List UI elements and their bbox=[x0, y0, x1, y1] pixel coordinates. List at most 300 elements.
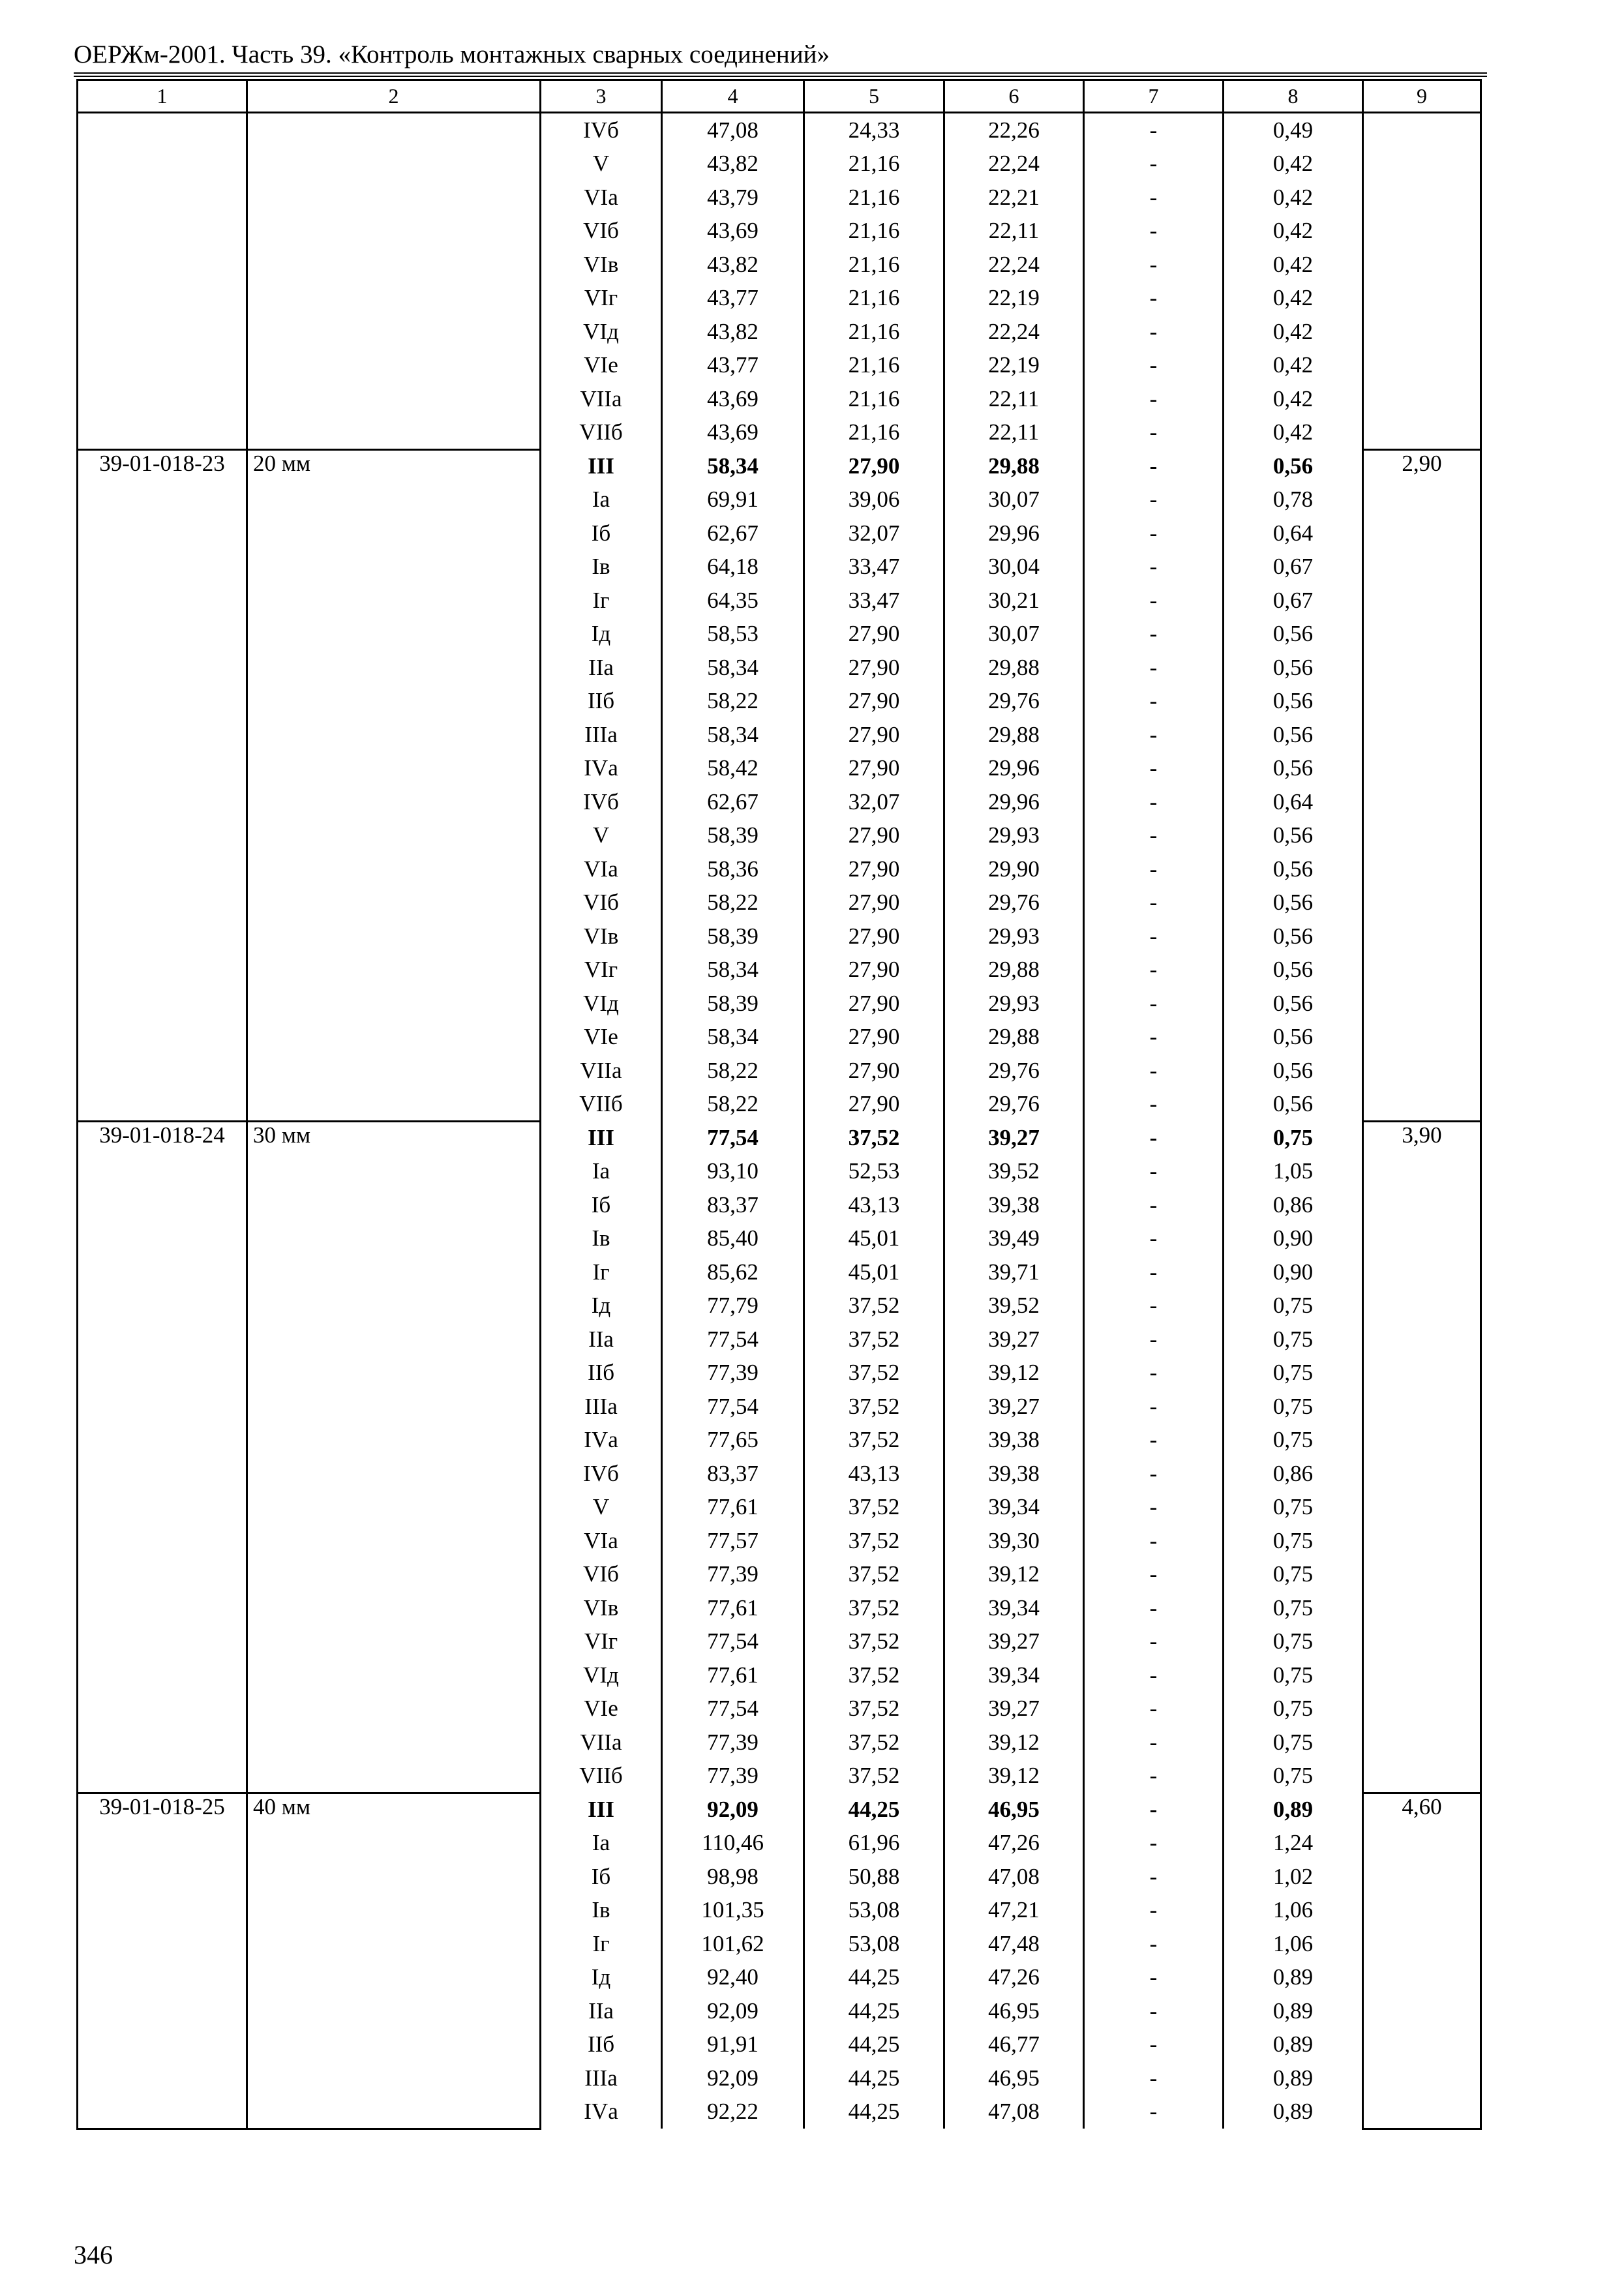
rate-name-cell: 30 мм bbox=[247, 1121, 541, 1793]
value-cell: 0,56 bbox=[1224, 651, 1363, 685]
value-cell: 39,49 bbox=[944, 1222, 1084, 1256]
value-cell: 77,54 bbox=[662, 1692, 804, 1726]
value-cell: 77,39 bbox=[662, 1558, 804, 1592]
rate-name-cell: 20 мм bbox=[247, 449, 541, 1121]
column-number: 4 bbox=[662, 80, 804, 113]
value-cell: - bbox=[1084, 449, 1224, 483]
value-cell: 37,52 bbox=[804, 1558, 944, 1592]
value-cell: 39,30 bbox=[944, 1524, 1084, 1558]
value-cell: - bbox=[1084, 483, 1224, 517]
category-cell: VIв bbox=[541, 920, 662, 953]
category-cell: IVб bbox=[541, 785, 662, 819]
value-cell: 62,67 bbox=[662, 785, 804, 819]
value-cell: 27,90 bbox=[804, 1054, 944, 1088]
value-cell: 0,56 bbox=[1224, 718, 1363, 752]
category-cell: VIв bbox=[541, 248, 662, 282]
category-cell: VIб bbox=[541, 886, 662, 920]
value-cell: 58,34 bbox=[662, 953, 804, 987]
header-rule-top bbox=[74, 72, 1487, 74]
category-cell: IIа bbox=[541, 651, 662, 685]
value-cell: 21,16 bbox=[804, 147, 944, 181]
value-cell: 22,11 bbox=[944, 416, 1084, 450]
value-cell: 46,95 bbox=[944, 1994, 1084, 2028]
value-cell: 21,16 bbox=[804, 248, 944, 282]
value-cell: 58,34 bbox=[662, 718, 804, 752]
category-cell: IIа bbox=[541, 1994, 662, 2028]
value-cell: - bbox=[1084, 1860, 1224, 1894]
value-cell: 58,22 bbox=[662, 685, 804, 719]
value-cell: - bbox=[1084, 1021, 1224, 1055]
value-cell: 22,24 bbox=[944, 147, 1084, 181]
category-cell: Iг bbox=[541, 584, 662, 618]
value-cell: 39,52 bbox=[944, 1155, 1084, 1189]
value-cell: 0,89 bbox=[1224, 2061, 1363, 2095]
value-cell: 21,16 bbox=[804, 416, 944, 450]
value-cell: 43,13 bbox=[804, 1188, 944, 1222]
value-cell: 39,12 bbox=[944, 1759, 1084, 1793]
value-cell: 30,07 bbox=[944, 618, 1084, 651]
value-cell: 77,39 bbox=[662, 1759, 804, 1793]
value-cell: 58,36 bbox=[662, 852, 804, 886]
table-row bbox=[78, 113, 1481, 147]
value-cell: 61,96 bbox=[804, 1827, 944, 1861]
value-cell: 39,27 bbox=[944, 1625, 1084, 1659]
category-cell: VIIа bbox=[541, 382, 662, 416]
value-cell: 44,25 bbox=[804, 2061, 944, 2095]
category-cell: VIб bbox=[541, 215, 662, 248]
value-cell: 58,34 bbox=[662, 449, 804, 483]
value-cell: 39,12 bbox=[944, 1356, 1084, 1390]
value-cell: 27,90 bbox=[804, 718, 944, 752]
category-cell: Iд bbox=[541, 1289, 662, 1323]
value-cell: 37,52 bbox=[804, 1759, 944, 1793]
category-cell: III bbox=[541, 449, 662, 483]
value-cell: 52,53 bbox=[804, 1155, 944, 1189]
value-cell: - bbox=[1084, 785, 1224, 819]
value-cell: 29,76 bbox=[944, 1088, 1084, 1122]
value-cell: 0,75 bbox=[1224, 1591, 1363, 1625]
category-cell: VIе bbox=[541, 1021, 662, 1055]
price-table bbox=[76, 79, 1482, 2130]
table-row bbox=[78, 1121, 1481, 1155]
value-cell: 37,52 bbox=[804, 1524, 944, 1558]
value-cell: - bbox=[1084, 987, 1224, 1021]
value-cell: 21,16 bbox=[804, 215, 944, 248]
value-cell: - bbox=[1084, 1491, 1224, 1525]
category-cell: VIIб bbox=[541, 416, 662, 450]
value-cell: 22,19 bbox=[944, 282, 1084, 316]
value-cell: 77,39 bbox=[662, 1356, 804, 1390]
value-cell: - bbox=[1084, 1289, 1224, 1323]
value-cell: - bbox=[1084, 550, 1224, 584]
category-cell: III bbox=[541, 1121, 662, 1155]
value-cell: 39,27 bbox=[944, 1390, 1084, 1424]
material-cost-cell bbox=[1363, 113, 1481, 450]
value-cell: 37,52 bbox=[804, 1491, 944, 1525]
value-cell: 0,75 bbox=[1224, 1726, 1363, 1759]
value-cell: - bbox=[1084, 1894, 1224, 1928]
value-cell: - bbox=[1084, 1524, 1224, 1558]
value-cell: - bbox=[1084, 1927, 1224, 1961]
value-cell: - bbox=[1084, 1793, 1224, 1827]
value-cell: 27,90 bbox=[804, 1021, 944, 1055]
value-cell: 39,27 bbox=[944, 1323, 1084, 1356]
value-cell: 0,75 bbox=[1224, 1323, 1363, 1356]
value-cell: 29,93 bbox=[944, 819, 1084, 853]
value-cell: - bbox=[1084, 2061, 1224, 2095]
value-cell: 0,67 bbox=[1224, 550, 1363, 584]
category-cell: VIа bbox=[541, 1524, 662, 1558]
category-cell: V bbox=[541, 1491, 662, 1525]
value-cell: 77,61 bbox=[662, 1658, 804, 1692]
value-cell: 27,90 bbox=[804, 752, 944, 786]
value-cell: 32,07 bbox=[804, 785, 944, 819]
value-cell: 21,16 bbox=[804, 181, 944, 215]
category-cell: Iв bbox=[541, 1222, 662, 1256]
value-cell: 44,25 bbox=[804, 2095, 944, 2129]
value-cell: 50,88 bbox=[804, 1860, 944, 1894]
column-number: 6 bbox=[944, 80, 1084, 113]
value-cell: 27,90 bbox=[804, 886, 944, 920]
value-cell: 0,75 bbox=[1224, 1625, 1363, 1659]
value-cell: 0,89 bbox=[1224, 1793, 1363, 1827]
value-cell: 77,54 bbox=[662, 1121, 804, 1155]
category-cell: Iв bbox=[541, 550, 662, 584]
value-cell: 58,34 bbox=[662, 651, 804, 685]
category-cell: IVа bbox=[541, 2095, 662, 2129]
value-cell: 46,95 bbox=[944, 1793, 1084, 1827]
value-cell: - bbox=[1084, 1726, 1224, 1759]
rate-code-cell: 39-01-018-25 bbox=[78, 1793, 247, 2129]
value-cell: - bbox=[1084, 953, 1224, 987]
value-cell: - bbox=[1084, 2028, 1224, 2062]
value-cell: 0,75 bbox=[1224, 1121, 1363, 1155]
column-number: 2 bbox=[247, 80, 541, 113]
value-cell: 45,01 bbox=[804, 1222, 944, 1256]
value-cell: 0,56 bbox=[1224, 819, 1363, 853]
value-cell: - bbox=[1084, 1961, 1224, 1995]
value-cell: 77,54 bbox=[662, 1390, 804, 1424]
value-cell: - bbox=[1084, 1759, 1224, 1793]
category-cell: VIIа bbox=[541, 1054, 662, 1088]
value-cell: 33,47 bbox=[804, 584, 944, 618]
value-cell: 39,06 bbox=[804, 483, 944, 517]
category-cell: VIд bbox=[541, 987, 662, 1021]
value-cell: - bbox=[1084, 1625, 1224, 1659]
value-cell: 37,52 bbox=[804, 1356, 944, 1390]
value-cell: - bbox=[1084, 1255, 1224, 1289]
category-cell: VIе bbox=[541, 349, 662, 383]
value-cell: 77,54 bbox=[662, 1323, 804, 1356]
value-cell: 1,06 bbox=[1224, 1894, 1363, 1928]
value-cell: 27,90 bbox=[804, 852, 944, 886]
value-cell: - bbox=[1084, 147, 1224, 181]
value-cell: - bbox=[1084, 1591, 1224, 1625]
value-cell: - bbox=[1084, 349, 1224, 383]
value-cell: 69,91 bbox=[662, 483, 804, 517]
value-cell: 39,52 bbox=[944, 1289, 1084, 1323]
value-cell: - bbox=[1084, 920, 1224, 953]
value-cell: - bbox=[1084, 1827, 1224, 1861]
value-cell: 47,08 bbox=[944, 1860, 1084, 1894]
value-cell: 43,69 bbox=[662, 382, 804, 416]
column-number: 9 bbox=[1363, 80, 1481, 113]
value-cell: 21,16 bbox=[804, 315, 944, 349]
value-cell: 37,52 bbox=[804, 1390, 944, 1424]
value-cell: 0,42 bbox=[1224, 147, 1363, 181]
value-cell: 92,09 bbox=[662, 1994, 804, 2028]
value-cell: 37,52 bbox=[804, 1591, 944, 1625]
material-cost-cell: 3,90 bbox=[1363, 1121, 1481, 1793]
value-cell: 29,88 bbox=[944, 651, 1084, 685]
value-cell: 30,04 bbox=[944, 550, 1084, 584]
value-cell: 85,62 bbox=[662, 1255, 804, 1289]
value-cell: - bbox=[1084, 1155, 1224, 1189]
value-cell: 47,48 bbox=[944, 1927, 1084, 1961]
value-cell: 0,56 bbox=[1224, 618, 1363, 651]
value-cell: 29,88 bbox=[944, 953, 1084, 987]
value-cell: 22,11 bbox=[944, 215, 1084, 248]
value-cell: - bbox=[1084, 1323, 1224, 1356]
value-cell: 0,75 bbox=[1224, 1356, 1363, 1390]
value-cell: 37,52 bbox=[804, 1726, 944, 1759]
value-cell: 0,49 bbox=[1224, 113, 1363, 147]
category-cell: IIIа bbox=[541, 2061, 662, 2095]
category-cell: IIб bbox=[541, 685, 662, 719]
material-cost-cell: 2,90 bbox=[1363, 449, 1481, 1121]
value-cell: 43,69 bbox=[662, 215, 804, 248]
value-cell: 58,42 bbox=[662, 752, 804, 786]
value-cell: 0,75 bbox=[1224, 1491, 1363, 1525]
value-cell: 43,77 bbox=[662, 349, 804, 383]
value-cell: 39,38 bbox=[944, 1424, 1084, 1458]
value-cell: 30,07 bbox=[944, 483, 1084, 517]
value-cell: 39,27 bbox=[944, 1121, 1084, 1155]
value-cell: 0,56 bbox=[1224, 1054, 1363, 1088]
value-cell: 27,90 bbox=[804, 953, 944, 987]
value-cell: 37,52 bbox=[804, 1289, 944, 1323]
value-cell: 0,75 bbox=[1224, 1424, 1363, 1458]
value-cell: 101,35 bbox=[662, 1894, 804, 1928]
value-cell: 22,21 bbox=[944, 181, 1084, 215]
value-cell: - bbox=[1084, 819, 1224, 853]
category-cell: VIIб bbox=[541, 1088, 662, 1122]
value-cell: - bbox=[1084, 1558, 1224, 1592]
category-cell: Iа bbox=[541, 483, 662, 517]
category-cell: Iа bbox=[541, 1827, 662, 1861]
page-number: 346 bbox=[74, 2240, 113, 2269]
category-cell: VIг bbox=[541, 953, 662, 987]
value-cell: 92,22 bbox=[662, 2095, 804, 2129]
value-cell: - bbox=[1084, 1457, 1224, 1491]
category-cell: IVа bbox=[541, 1424, 662, 1458]
value-cell: 46,77 bbox=[944, 2028, 1084, 2062]
table-row bbox=[78, 1793, 1481, 1827]
value-cell: - bbox=[1084, 1222, 1224, 1256]
value-cell: 22,24 bbox=[944, 248, 1084, 282]
value-cell: 22,19 bbox=[944, 349, 1084, 383]
value-cell: 58,22 bbox=[662, 1054, 804, 1088]
value-cell: 44,25 bbox=[804, 1961, 944, 1995]
value-cell: 77,54 bbox=[662, 1625, 804, 1659]
value-cell: 44,25 bbox=[804, 1793, 944, 1827]
value-cell: 0,86 bbox=[1224, 1457, 1363, 1491]
value-cell: - bbox=[1084, 852, 1224, 886]
category-cell: IIб bbox=[541, 1356, 662, 1390]
value-cell: 77,57 bbox=[662, 1524, 804, 1558]
rate-name-cell bbox=[247, 113, 541, 450]
value-cell: 43,69 bbox=[662, 416, 804, 450]
document-header: ОЕРЖм-2001. Часть 39. «Контроль монтажных сварных соединений» bbox=[74, 40, 830, 68]
value-cell: 77,61 bbox=[662, 1491, 804, 1525]
category-cell: Iг bbox=[541, 1255, 662, 1289]
category-cell: Iб bbox=[541, 1188, 662, 1222]
value-cell: 0,42 bbox=[1224, 215, 1363, 248]
value-cell: 0,64 bbox=[1224, 785, 1363, 819]
column-number: 7 bbox=[1084, 80, 1224, 113]
value-cell: - bbox=[1084, 1356, 1224, 1390]
value-cell: 0,64 bbox=[1224, 516, 1363, 550]
value-cell: 21,16 bbox=[804, 382, 944, 416]
value-cell: 47,26 bbox=[944, 1961, 1084, 1995]
value-cell: 53,08 bbox=[804, 1927, 944, 1961]
value-cell: - bbox=[1084, 1054, 1224, 1088]
value-cell: 29,93 bbox=[944, 987, 1084, 1021]
value-cell: 64,18 bbox=[662, 550, 804, 584]
rate-code-cell bbox=[78, 113, 247, 450]
value-cell: 21,16 bbox=[804, 349, 944, 383]
value-cell: 92,09 bbox=[662, 2061, 804, 2095]
value-cell: 43,13 bbox=[804, 1457, 944, 1491]
value-cell: 29,90 bbox=[944, 852, 1084, 886]
category-cell: VIд bbox=[541, 315, 662, 349]
column-number-row bbox=[78, 80, 1481, 113]
value-cell: 39,12 bbox=[944, 1726, 1084, 1759]
rate-code-cell: 39-01-018-24 bbox=[78, 1121, 247, 1793]
value-cell: 43,82 bbox=[662, 315, 804, 349]
value-cell: 22,24 bbox=[944, 315, 1084, 349]
category-cell: IIIа bbox=[541, 718, 662, 752]
value-cell: - bbox=[1084, 584, 1224, 618]
value-cell: 0,78 bbox=[1224, 483, 1363, 517]
value-cell: 0,75 bbox=[1224, 1692, 1363, 1726]
value-cell: - bbox=[1084, 382, 1224, 416]
category-cell: VIIб bbox=[541, 1759, 662, 1793]
value-cell: 27,90 bbox=[804, 987, 944, 1021]
value-cell: 39,34 bbox=[944, 1591, 1084, 1625]
value-cell: 27,90 bbox=[804, 618, 944, 651]
value-cell: 1,24 bbox=[1224, 1827, 1363, 1861]
value-cell: - bbox=[1084, 1692, 1224, 1726]
value-cell: 0,42 bbox=[1224, 248, 1363, 282]
price-table-body bbox=[78, 80, 1481, 2129]
value-cell: - bbox=[1084, 886, 1224, 920]
value-cell: 0,75 bbox=[1224, 1524, 1363, 1558]
column-number: 3 bbox=[541, 80, 662, 113]
value-cell: 0,75 bbox=[1224, 1289, 1363, 1323]
value-cell: 0,75 bbox=[1224, 1558, 1363, 1592]
value-cell: 85,40 bbox=[662, 1222, 804, 1256]
value-cell: 53,08 bbox=[804, 1894, 944, 1928]
value-cell: 0,75 bbox=[1224, 1658, 1363, 1692]
value-cell: 29,96 bbox=[944, 516, 1084, 550]
value-cell: 0,42 bbox=[1224, 282, 1363, 316]
value-cell: 77,61 bbox=[662, 1591, 804, 1625]
value-cell: 0,56 bbox=[1224, 953, 1363, 987]
category-cell: VIг bbox=[541, 282, 662, 316]
value-cell: 47,08 bbox=[944, 2095, 1084, 2129]
value-cell: - bbox=[1084, 1121, 1224, 1155]
value-cell: 0,90 bbox=[1224, 1222, 1363, 1256]
value-cell: - bbox=[1084, 718, 1224, 752]
value-cell: 0,56 bbox=[1224, 752, 1363, 786]
value-cell: 46,95 bbox=[944, 2061, 1084, 2095]
value-cell: 101,62 bbox=[662, 1927, 804, 1961]
value-cell: 22,11 bbox=[944, 382, 1084, 416]
value-cell: 27,90 bbox=[804, 819, 944, 853]
value-cell: 37,52 bbox=[804, 1625, 944, 1659]
value-cell: 58,34 bbox=[662, 1021, 804, 1055]
value-cell: - bbox=[1084, 516, 1224, 550]
value-cell: 39,38 bbox=[944, 1457, 1084, 1491]
value-cell: 33,47 bbox=[804, 550, 944, 584]
category-cell: IIа bbox=[541, 1323, 662, 1356]
value-cell: 37,52 bbox=[804, 1658, 944, 1692]
value-cell: 98,98 bbox=[662, 1860, 804, 1894]
value-cell: 58,53 bbox=[662, 618, 804, 651]
value-cell: 58,39 bbox=[662, 920, 804, 953]
value-cell: 21,16 bbox=[804, 282, 944, 316]
value-cell: 1,02 bbox=[1224, 1860, 1363, 1894]
column-number: 1 bbox=[78, 80, 247, 113]
value-cell: - bbox=[1084, 2095, 1224, 2129]
value-cell: 22,26 bbox=[944, 113, 1084, 147]
value-cell: 58,39 bbox=[662, 987, 804, 1021]
category-cell: Iа bbox=[541, 1155, 662, 1189]
column-number: 5 bbox=[804, 80, 944, 113]
category-cell: VIа bbox=[541, 181, 662, 215]
value-cell: 37,52 bbox=[804, 1424, 944, 1458]
category-cell: Iд bbox=[541, 618, 662, 651]
value-cell: 93,10 bbox=[662, 1155, 804, 1189]
value-cell: 29,96 bbox=[944, 752, 1084, 786]
value-cell: 0,56 bbox=[1224, 920, 1363, 953]
value-cell: 0,56 bbox=[1224, 685, 1363, 719]
value-cell: 37,52 bbox=[804, 1323, 944, 1356]
value-cell: - bbox=[1084, 651, 1224, 685]
value-cell: - bbox=[1084, 181, 1224, 215]
value-cell: 27,90 bbox=[804, 685, 944, 719]
category-cell: VIд bbox=[541, 1658, 662, 1692]
value-cell: - bbox=[1084, 618, 1224, 651]
value-cell: - bbox=[1084, 315, 1224, 349]
category-cell: V bbox=[541, 147, 662, 181]
value-cell: 92,40 bbox=[662, 1961, 804, 1995]
value-cell: 29,76 bbox=[944, 886, 1084, 920]
value-cell: 29,96 bbox=[944, 785, 1084, 819]
value-cell: 29,76 bbox=[944, 685, 1084, 719]
value-cell: 43,82 bbox=[662, 147, 804, 181]
value-cell: 77,65 bbox=[662, 1424, 804, 1458]
value-cell: 83,37 bbox=[662, 1457, 804, 1491]
value-cell: 0,56 bbox=[1224, 852, 1363, 886]
value-cell: 29,88 bbox=[944, 718, 1084, 752]
value-cell: 0,42 bbox=[1224, 382, 1363, 416]
category-cell: Iд bbox=[541, 1961, 662, 1995]
value-cell: 58,22 bbox=[662, 886, 804, 920]
value-cell: 45,01 bbox=[804, 1255, 944, 1289]
value-cell: 0,56 bbox=[1224, 886, 1363, 920]
